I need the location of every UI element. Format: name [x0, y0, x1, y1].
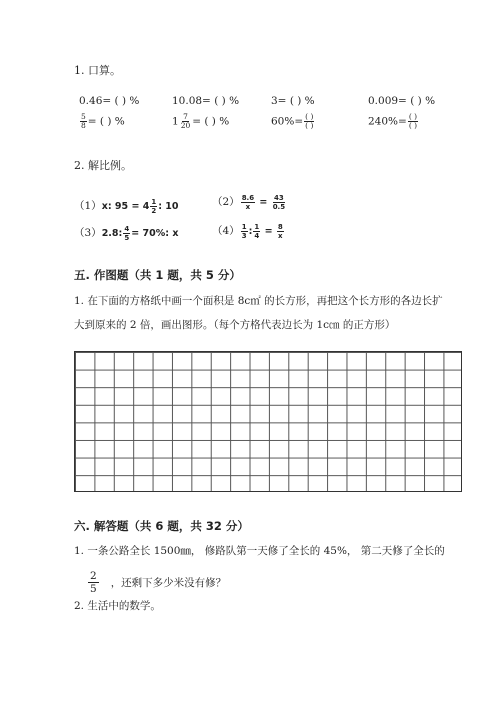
section-5-heading: 五. 作图题（共 1 题，共 5 分）: [74, 268, 241, 282]
section-5-q1-line-2: 大到原来的 2 倍，画出图形。（每个方格代表边长为 1c㎝ 的正方形）: [74, 319, 396, 331]
section-6-q1-line-2: $\frac{2}{5}$ ，还剩下多少米没有修？: [90, 570, 227, 595]
q2-problem-1: （1）x: 95 = 4 $\frac{1}{2}$ : 10: [74, 198, 179, 215]
q1-item-7: 60%= $\frac{( )}{( )}$: [271, 112, 314, 130]
q2-problem-3: （3）2.8: $\frac{4}{5}$ = 70%: x: [74, 225, 179, 242]
q1-title: 1. 口算。: [74, 64, 121, 77]
q1-item-1: 0.46= ( ) %: [79, 95, 140, 107]
q1-item-4: 0.009= ( ) %: [368, 95, 436, 107]
q1-item-5: $\frac{5}{8}$ = ( ) %: [81, 112, 125, 130]
grid-paper[interactable]: [74, 351, 462, 492]
section-6-q1-line-1: 1. 一条公路全长 1500㎜， 修路队第一天修了全长的 45%， 第二天修了全长的: [74, 545, 445, 557]
fraction-two-fifths: $\frac{2}{5}$: [90, 570, 97, 595]
q1-item-3: 3= ( ) %: [271, 95, 315, 107]
q1-item-6: 1 $\frac{7}{20}$ = ( ) %: [172, 112, 230, 130]
q2-title: 2. 解比例。: [74, 159, 132, 172]
q2-problem-2: （2） $\frac{8.6}{x}$ = $\frac{43}{0.5}$: [212, 194, 286, 211]
q1-item-2: 10.08= ( ) %: [172, 95, 240, 107]
q1-item-8: 240%= $\frac{( )}{( )}$: [368, 112, 418, 130]
section-6-q2: 2. 生活中的数学。: [74, 600, 161, 612]
q2-problem-4: （4） $\frac{1}{3}$ : $\frac{1}{4}$ = $\frac{8}{x}$: [212, 223, 283, 240]
section-5-q1-line-1: 1. 在下面的方格纸中画一个面积是 8c㎡ 的长方形，再把这个长方形的各边长扩: [74, 295, 443, 307]
section-6-heading: 六. 解答题（共 6 题，共 32 分）: [74, 519, 249, 533]
